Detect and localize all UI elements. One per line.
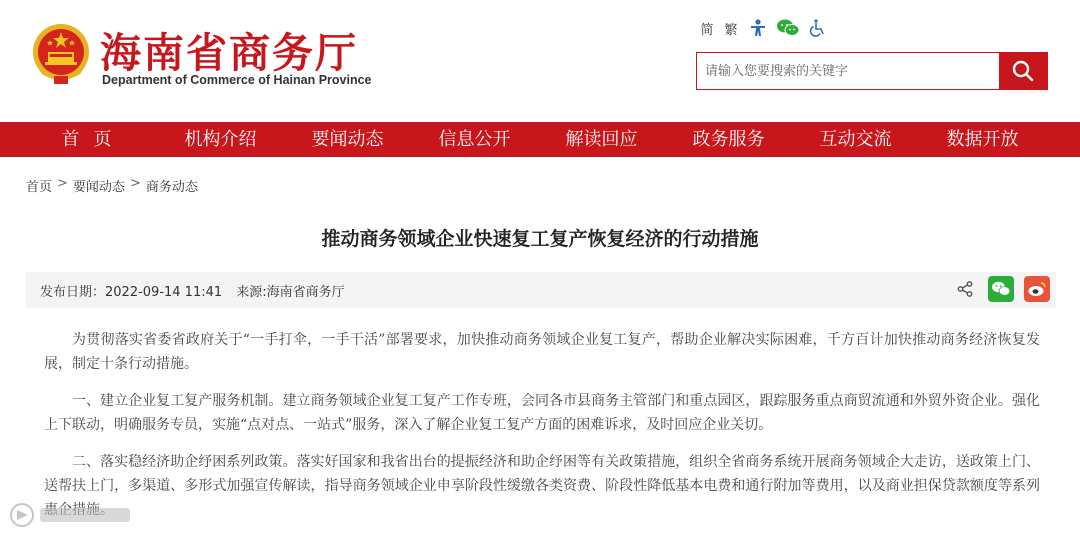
wechat-icon[interactable] [776,16,800,40]
nav-item-interaction[interactable]: 互动交流 [819,129,892,150]
breadcrumb-news[interactable]: 要闻动态 [72,180,125,195]
article-body [44,328,1040,533]
accessibility-person-icon[interactable] [746,16,770,40]
breadcrumb-commerce-news[interactable]: 商务动态 [145,180,198,195]
site-title: 海南省商务厅 [100,29,358,77]
breadcrumb-home[interactable]: 首页 [26,180,53,195]
search-icon [1011,59,1035,83]
nav-item-about[interactable]: 机构介绍 [184,129,257,150]
article-paragraph: 一、建立企业复工复产服务机制。建立商务领域企业复工复产工作专班，会同各市县商务主管部门和重点园区，跟踪服务重点商贸流通和外贸外资企业。强化上下联动，明确服务专员，实施“点对点、一站式”服务，深入了解企业复工复产方面的困难诉求，及时回应企业关切。 [44,393,1040,433]
weibo-share-icon[interactable] [1024,276,1050,302]
national-emblem-icon [30,22,92,88]
search-input[interactable] [697,53,999,89]
breadcrumb-separator: > [129,176,141,191]
share-area [952,276,1050,302]
site-subtitle: Department of Commerce of Hainan Province [102,73,372,87]
article-paragraph: 为贯彻落实省委省政府关于“一手打伞，一手干活”部署要求，加快推动商务领域企业复工复产，帮助企业解决实际困难，千方百计加快推动商务经济恢复发展，制定十条行动措施。 [44,332,1040,372]
article-title: 推动商务领域企业快速复工复产恢复经济的行动措施 [321,228,759,250]
wheelchair-icon[interactable] [806,16,830,40]
share-icon[interactable] [952,276,978,302]
nav-item-home[interactable]: 首页 [61,129,126,150]
header-tools [698,16,830,40]
breadcrumb-separator: > [57,176,68,191]
nav-item-info-disclosure[interactable]: 信息公开 [438,129,511,150]
wechat-share-icon[interactable] [988,276,1014,302]
article-paragraph: 二、落实稳经济助企纾困系列政策。落实好国家和我省出台的提振经济和助企纾困等有关政策措施，组织全省商务系统开展商务领域企大走访，送政策上门、送帮扶上门，多渠道、多形式加强宣传解读，指导商务领域企业申享阶段性缓缴各类资费、阶段性降低基本电费和通行附加等费用，以及商业担保贷款额度等系列 [44,454,1040,494]
search-box [696,52,1048,90]
nav-item-open-data[interactable]: 数据开放 [946,129,1019,150]
search-button[interactable] [999,53,1047,89]
publish-date: 发布日期：2022-09-14 11:41 [40,285,223,300]
article-meta-bar [26,272,1056,308]
breadcrumb [26,176,198,195]
nav-item-interpretation[interactable]: 解读回应 [565,129,638,150]
simplified-chinese-toggle[interactable]: 简 [700,22,714,38]
article-source: 来源:海南省商务厅 [236,285,345,300]
nav-item-news[interactable]: 要闻动态 [311,129,384,150]
site-header [0,0,1080,122]
nav-item-services[interactable]: 政务服务 [692,129,765,150]
watermark-logo-icon [8,500,138,530]
article-meta [40,281,355,300]
main-nav [0,122,1080,157]
traditional-chinese-toggle[interactable]: 繁 [724,22,738,38]
